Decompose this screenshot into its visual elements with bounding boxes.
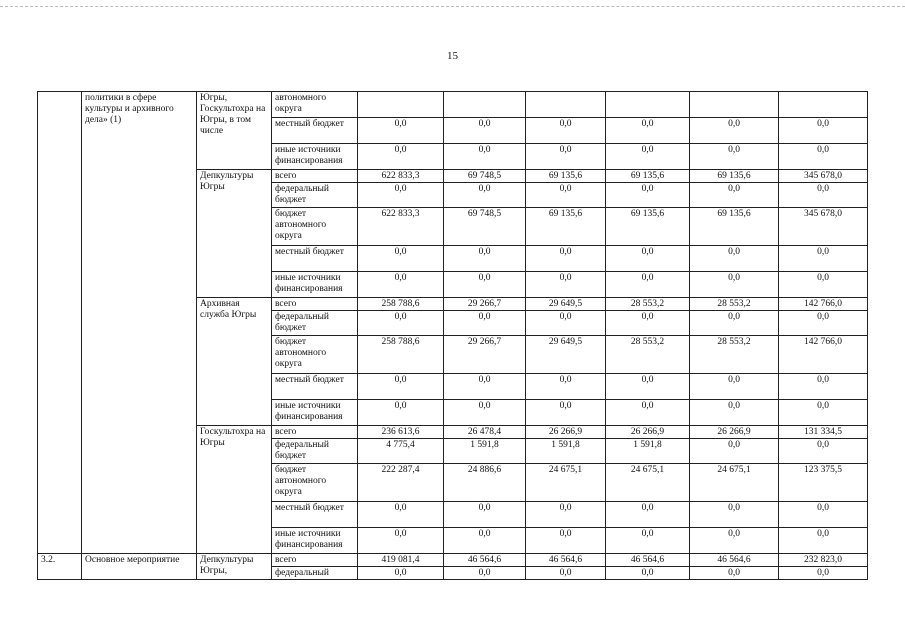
value-cell: 24 886,6 xyxy=(444,464,526,502)
value-cell: 0,0 xyxy=(444,374,526,400)
value-cell: 0,0 xyxy=(690,144,779,170)
value-cell: 0,0 xyxy=(779,272,868,298)
executor-cell: Югры, Госкультохра на Югры, в том числе xyxy=(197,92,272,170)
value-cell: 131 334,5 xyxy=(779,426,868,439)
value-cell: 46 564,6 xyxy=(444,554,526,567)
value-cell: 0,0 xyxy=(526,144,606,170)
funding-source-cell: местный бюджет xyxy=(272,246,358,272)
value-cell: 0,0 xyxy=(779,311,868,336)
value-cell: 419 081,4 xyxy=(358,554,444,567)
value-cell: 345 678,0 xyxy=(779,170,868,183)
value-cell xyxy=(779,92,868,118)
funding-source-cell: иные источники финансирования xyxy=(272,144,358,170)
value-cell: 345 678,0 xyxy=(779,208,868,246)
number-cell xyxy=(38,92,82,554)
value-cell: 0,0 xyxy=(526,567,606,580)
funding-source-cell: иные источники финансирования xyxy=(272,272,358,298)
value-cell: 0,0 xyxy=(358,311,444,336)
value-cell: 0,0 xyxy=(690,528,779,554)
value-cell: 0,0 xyxy=(358,246,444,272)
value-cell: 0,0 xyxy=(606,400,690,426)
value-cell: 0,0 xyxy=(358,374,444,400)
value-cell: 0,0 xyxy=(526,502,606,528)
event-cell: Основное мероприятие xyxy=(82,554,197,580)
value-cell: 28 553,2 xyxy=(690,336,779,374)
value-cell: 0,0 xyxy=(606,118,690,144)
value-cell: 69 748,5 xyxy=(444,170,526,183)
financing-table xyxy=(37,91,868,580)
value-cell: 0,0 xyxy=(444,144,526,170)
funding-source-cell: местный бюджет xyxy=(272,374,358,400)
value-cell: 0,0 xyxy=(444,528,526,554)
number-cell: 3.2. xyxy=(38,554,82,580)
value-cell: 0,0 xyxy=(444,183,526,208)
value-cell: 0,0 xyxy=(358,272,444,298)
value-cell: 0,0 xyxy=(526,400,606,426)
value-cell: 69 748,5 xyxy=(444,208,526,246)
value-cell: 69 135,6 xyxy=(526,170,606,183)
value-cell: 222 287,4 xyxy=(358,464,444,502)
value-cell: 0,0 xyxy=(606,374,690,400)
value-cell: 24 675,1 xyxy=(526,464,606,502)
value-cell: 0,0 xyxy=(444,118,526,144)
value-cell: 0,0 xyxy=(358,144,444,170)
value-cell: 0,0 xyxy=(526,528,606,554)
value-cell: 258 788,6 xyxy=(358,336,444,374)
value-cell: 69 135,6 xyxy=(606,170,690,183)
value-cell: 622 833,3 xyxy=(358,170,444,183)
value-cell: 69 135,6 xyxy=(690,208,779,246)
value-cell: 26 266,9 xyxy=(606,426,690,439)
value-cell: 29 649,5 xyxy=(526,298,606,311)
funding-source-cell: всего xyxy=(272,426,358,439)
value-cell: 142 766,0 xyxy=(779,298,868,311)
funding-source-cell: всего xyxy=(272,298,358,311)
value-cell: 46 564,6 xyxy=(526,554,606,567)
value-cell: 622 833,3 xyxy=(358,208,444,246)
value-cell xyxy=(526,92,606,118)
funding-source-cell: бюджет автономного округа xyxy=(272,336,358,374)
value-cell: 1 591,8 xyxy=(526,439,606,464)
funding-source-cell: всего xyxy=(272,554,358,567)
value-cell: 24 675,1 xyxy=(690,464,779,502)
value-cell xyxy=(690,92,779,118)
value-cell: 0,0 xyxy=(606,246,690,272)
funding-source-cell: федеральный xyxy=(272,567,358,580)
funding-source-cell: всего xyxy=(272,170,358,183)
funding-source-cell: бюджет автономного округа xyxy=(272,208,358,246)
value-cell: 0,0 xyxy=(358,118,444,144)
value-cell: 46 564,6 xyxy=(690,554,779,567)
value-cell xyxy=(358,92,444,118)
value-cell: 0,0 xyxy=(690,400,779,426)
value-cell: 0,0 xyxy=(526,272,606,298)
value-cell: 0,0 xyxy=(358,567,444,580)
value-cell: 236 613,6 xyxy=(358,426,444,439)
value-cell: 0,0 xyxy=(358,528,444,554)
value-cell: 0,0 xyxy=(358,183,444,208)
value-cell: 0,0 xyxy=(690,183,779,208)
value-cell: 0,0 xyxy=(526,374,606,400)
scan-edge-line xyxy=(0,6,905,7)
value-cell: 0,0 xyxy=(606,528,690,554)
funding-source-cell: иные источники финансирования xyxy=(272,528,358,554)
value-cell: 0,0 xyxy=(779,439,868,464)
value-cell: 0,0 xyxy=(779,246,868,272)
value-cell: 0,0 xyxy=(779,144,868,170)
table-row xyxy=(38,92,868,118)
value-cell: 142 766,0 xyxy=(779,336,868,374)
value-cell: 0,0 xyxy=(606,272,690,298)
value-cell: 0,0 xyxy=(690,502,779,528)
value-cell: 0,0 xyxy=(779,183,868,208)
value-cell xyxy=(606,92,690,118)
value-cell: 46 564,6 xyxy=(606,554,690,567)
executor-cell: Архивная служба Югры xyxy=(197,298,272,426)
value-cell: 123 375,5 xyxy=(779,464,868,502)
value-cell: 1 591,8 xyxy=(444,439,526,464)
table-row xyxy=(38,554,868,567)
value-cell: 0,0 xyxy=(526,246,606,272)
value-cell: 0,0 xyxy=(690,246,779,272)
value-cell: 0,0 xyxy=(690,374,779,400)
funding-source-cell: местный бюджет xyxy=(272,118,358,144)
value-cell: 29 266,7 xyxy=(444,336,526,374)
value-cell: 24 675,1 xyxy=(606,464,690,502)
value-cell: 0,0 xyxy=(779,567,868,580)
value-cell: 0,0 xyxy=(606,183,690,208)
value-cell: 0,0 xyxy=(606,502,690,528)
funding-source-cell: федеральный бюджет xyxy=(272,311,358,336)
value-cell: 28 553,2 xyxy=(690,298,779,311)
funding-source-cell: федеральный бюджет xyxy=(272,439,358,464)
funding-source-cell: местный бюджет xyxy=(272,502,358,528)
event-cell: политики в сфере культуры и архивного дела» (1) xyxy=(82,92,197,554)
value-cell: 28 553,2 xyxy=(606,298,690,311)
value-cell: 0,0 xyxy=(444,567,526,580)
funding-source-cell: иные источники финансирования xyxy=(272,400,358,426)
executor-cell: Депкультуры Югры, xyxy=(197,554,272,580)
value-cell: 258 788,6 xyxy=(358,298,444,311)
value-cell: 69 135,6 xyxy=(526,208,606,246)
value-cell: 29 266,7 xyxy=(444,298,526,311)
funding-source-cell: бюджет автономного округа xyxy=(272,464,358,502)
value-cell: 29 649,5 xyxy=(526,336,606,374)
value-cell: 0,0 xyxy=(690,439,779,464)
value-cell: 0,0 xyxy=(690,311,779,336)
value-cell: 0,0 xyxy=(444,400,526,426)
value-cell xyxy=(444,92,526,118)
executor-cell: Госкультохра на Югры xyxy=(197,426,272,554)
value-cell: 26 266,9 xyxy=(526,426,606,439)
value-cell: 0,0 xyxy=(444,246,526,272)
value-cell: 28 553,2 xyxy=(606,336,690,374)
value-cell: 69 135,6 xyxy=(606,208,690,246)
value-cell: 0,0 xyxy=(606,567,690,580)
value-cell: 4 775,4 xyxy=(358,439,444,464)
executor-cell: Депкультуры Югры xyxy=(197,170,272,298)
value-cell: 1 591,8 xyxy=(606,439,690,464)
value-cell: 0,0 xyxy=(690,567,779,580)
value-cell: 0,0 xyxy=(526,118,606,144)
value-cell: 0,0 xyxy=(779,118,868,144)
value-cell: 69 135,6 xyxy=(690,170,779,183)
value-cell: 26 478,4 xyxy=(444,426,526,439)
value-cell: 0,0 xyxy=(358,502,444,528)
value-cell: 0,0 xyxy=(779,400,868,426)
value-cell: 0,0 xyxy=(358,400,444,426)
value-cell: 0,0 xyxy=(779,502,868,528)
page-number: 15 xyxy=(447,50,458,62)
value-cell: 26 266,9 xyxy=(690,426,779,439)
funding-source-cell: автономного округа xyxy=(272,92,358,118)
value-cell: 0,0 xyxy=(690,118,779,144)
value-cell: 0,0 xyxy=(690,272,779,298)
value-cell: 0,0 xyxy=(779,374,868,400)
funding-source-cell: федеральный бюджет xyxy=(272,183,358,208)
value-cell: 0,0 xyxy=(606,144,690,170)
value-cell: 0,0 xyxy=(779,528,868,554)
value-cell: 232 823,0 xyxy=(779,554,868,567)
value-cell: 0,0 xyxy=(444,272,526,298)
value-cell: 0,0 xyxy=(444,311,526,336)
value-cell: 0,0 xyxy=(444,502,526,528)
value-cell: 0,0 xyxy=(526,183,606,208)
value-cell: 0,0 xyxy=(606,311,690,336)
value-cell: 0,0 xyxy=(526,311,606,336)
